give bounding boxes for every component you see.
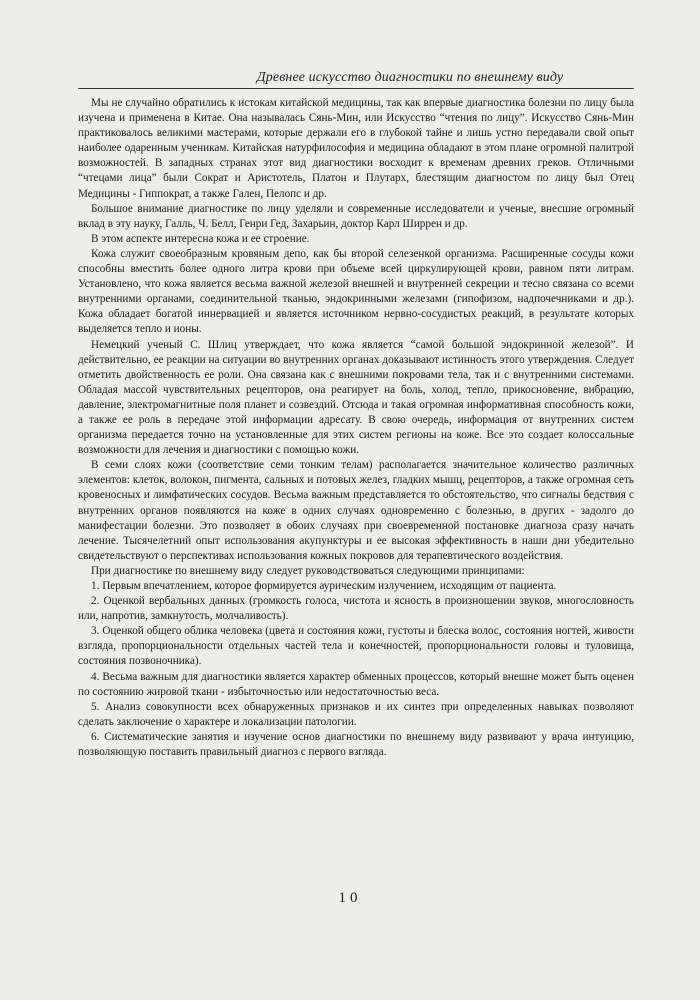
header-rule	[78, 88, 634, 89]
paragraph: Мы не случайно обратились к истокам китайской медицины, так как впервые диагностика болезни по лицу была изучена и применена в Китае. Она называлась Сянь-Мин, или Искусство “чтения по лицу”. Искусство Сянь-Мин практиковалось великими мастерами, которые держали его в глубокой тайне и лишь устно передавали свой опыт наиболее одаренным ученикам. Китайская натурфилософия и медицина обладают в этом плане огромной палитрой возможностей. В западных странах этот вид диагностики восходит к временам древних греков. Отличными “чтецами лица” были Сократ и Аристотель, Платон и Плутарх, блестящим диагностом по лицу был Отец Медицины - Гиппократ, а также Гален, Пелопс и др.	[78, 97, 634, 200]
paragraph: В семи слоях кожи (соответствие семи тонким телам) располагается значительное количество различных элементов: клеток, волокон, пигмента, сальных и потовых желез, гладких мышц, рецепторов, а также огромная сеть кровеносных и лимфатических сосудов. Весьма важным представляется то обстоятельство, что сигналы бедствия с внутренних органов появляются на коже в одних случаях одновременно с болезнью, в других - задолго до манифестации болезни. Это позволяет в обоих случаях при своевременной постановке диагноза сразу начать лечение. Тысячелетний опыт использования акупунктуры и ее высокая эффективность в наши дни убедительно свидетельствуют о перспективах использования кожных покровов для терапевтического воздействия.	[78, 459, 634, 562]
paragraph: Немецкий ученый С. Шлиц утверждает, что кожа является “самой большой эндокринной железой”. И действительно, ее реакции на ситуации во внутренних органах доказывают истинность этого утверждения. Следует отметить двойственность ее роли. Она связана как с внешними покровами тела, так и с внутренними системами. Обладая массой чувствительных рецепторов, она реагирует на боль, холод, тепло, прикосновение, вибрацию, давление, электромагнитные поля планет и созвездий. Отсюда и такая огромная информативная способность кожи, а также ее роль в передаче этой информации адресату. В свою очередь, информация от внутренних систем организма передается точно на установленные для этих систем регионы на коже. Все это создает колоссальные возможности для лечения и диагностики с помощью кожи.	[78, 338, 634, 457]
body-text	[78, 96, 634, 760]
paragraph: В этом аспекте интересна кожа и ее строение.	[91, 232, 310, 245]
paragraph: При диагностике по внешнему виду следует руководствоваться следующими принципами:	[91, 564, 525, 577]
page-number: 10	[338, 890, 362, 906]
principle-item: 5. Анализ совокупности всех обнаруженных признаков и их синтез при определенных навыках позволяют сделать заключение о характере и локализации патологии.	[78, 700, 634, 728]
principle-item: 1. Первым впечатлением, которое формируется аурическим излучением, исходящим от пациента.	[91, 580, 557, 592]
paragraph: Кожа служит своеобразным кровяным депо, как бы второй селезенкой организма. Расширенные сосуды кожи способны вместить более одного литра крови при объеме всей циркулирующей крови, равном пяти литрам. Установлено, что кожа является весьма важной железой внешней и внутренней секреции и тесно связана со всеми внутренними органами, соединительной тканью, эндокринными железами (гипофизом, надпочечниками и др.). Кожа обладает богатой иннервацией и является источником нервно-сосудистых реакций, в результате которых выделяется тепло и ионы.	[78, 247, 634, 336]
principle-item: 3. Оценкой общего облика человека (цвета и состояния кожи, густоты и блеска волос, состояния ногтей, живости взгляда, пропорциональности отдельных частей тела и конечностей, пропорциональности головы и туловища, состояния позвоночника).	[78, 625, 634, 668]
principle-item: 6. Систематические занятия и изучение основ диагностики по внешнему виду развивают у врача интуицию, позволяющую поставить правильный диагноз с первого взгляда.	[78, 730, 634, 759]
paragraph: Большое внимание диагностике по лицу уделяли и современные исследователи и ученые, внесшие огромный вклад в эту науку, Галль, Ч. Белл, Генри Гед, Захарьин, доктор Карл Ширрен и др.	[78, 202, 634, 230]
principle-item: 4. Весьма важным для диагностики является характер обменных процессов, который внешне может быть оценен по состоянию жировой ткани - избыточностью или недостаточностью веса.	[78, 670, 634, 698]
principle-item: 2. Оценкой вербальных данных (громкость голоса, чистота и ясность в произношении звуков, многословность или, напротив, замкнутость, молчаливость).	[78, 595, 634, 623]
running-title: Древнее искусство диагностики по внешнему виду	[256, 70, 564, 85]
